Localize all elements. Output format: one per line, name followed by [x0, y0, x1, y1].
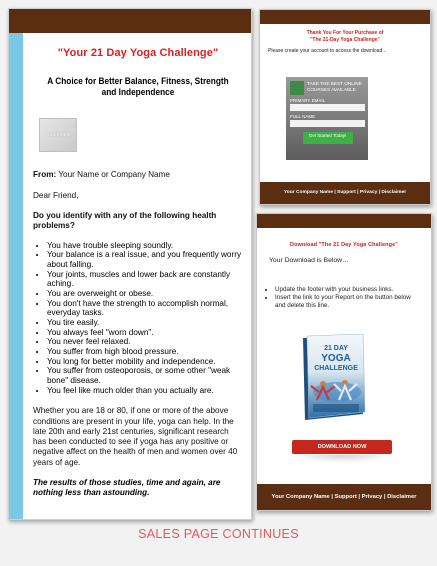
thankyou-footer: Your Company Name | Support | Privacy | Disclaimer — [260, 182, 430, 204]
name-label: FULL NAME — [290, 114, 316, 119]
download-button-shadow — [292, 455, 392, 463]
download-page-preview — [256, 213, 432, 511]
thankyou-note: Please create your account to access the download... — [268, 48, 387, 54]
list-item: • You long for better mobility and independence. — [47, 357, 243, 367]
from-line — [33, 170, 243, 180]
download-now-button[interactable]: DOWNLOAD NOW — [292, 440, 392, 454]
list-item: • Insert the link to your Report on the button below and delete this line. — [275, 294, 421, 310]
from-value: Your Name or Company Name — [58, 169, 170, 179]
problem-list — [33, 241, 243, 396]
list-item: • You suffer from high blood pressure. — [47, 347, 243, 357]
download-below-text: Your Download is Below… — [269, 257, 349, 264]
list-item: • You are overweight or obese. — [47, 289, 243, 299]
from-label: From: — [33, 169, 57, 179]
sales-content — [9, 33, 251, 519]
get-started-button[interactable]: Get Started Today! — [303, 132, 353, 144]
cover-title-line2: YOGA — [321, 353, 351, 364]
image-placeholder — [39, 118, 77, 152]
download-header-bar — [257, 214, 431, 228]
thankyou-heading-line2: "The 21-Day Yoga Challenge" — [310, 36, 380, 43]
course-thumbnail — [290, 81, 304, 95]
list-item: • You have trouble sleeping soundly. — [47, 241, 243, 251]
email-label: PRIMARY EMAIL — [290, 98, 326, 103]
list-item: • You always feel "worn down". — [47, 328, 243, 338]
sales-subtitle: A Choice for Better Balance, Fitness, Strength and Independence — [47, 76, 229, 97]
cover-title-line3: CHALLENGE — [314, 365, 358, 372]
thankyou-header-bar — [260, 10, 430, 24]
thankyou-page-preview — [259, 9, 431, 205]
sales-header-bar — [9, 9, 251, 33]
question-heading: Do you identify with any of the following health problems? — [33, 211, 217, 231]
thankyou-heading — [260, 30, 430, 43]
list-item: • You suffer from osteoporosis, or some other "weak bone" disease. — [47, 366, 243, 385]
download-footer: Your Company Name | Support | Privacy | Disclaimer — [257, 484, 431, 510]
cover-title-line1: 21 DAY — [324, 345, 348, 352]
email-field[interactable] — [290, 104, 365, 111]
download-heading: Download "The 21 Day Yoga Challenge" — [290, 242, 398, 248]
list-item: • You don't have the strength to accomplish normal, everyday tasks. — [47, 299, 243, 318]
greeting: Dear Friend, — [33, 190, 79, 200]
list-item: • Your joints, muscles and lower back are constantly aching. — [47, 270, 243, 289]
list-item: • You tire easily. — [47, 318, 243, 328]
thankyou-heading-line1: Thank You For Your Purchase of — [306, 30, 384, 36]
sales-page-preview — [8, 8, 252, 520]
sales-page-continues-label: SALES PAGE CONTINUES — [138, 527, 299, 541]
ebook-cover-image — [297, 334, 373, 424]
list-item: • Your balance is a real issue, and you frequently worry about falling. — [47, 250, 243, 269]
italic-paragraph: The results of those studies, time and again, are nothing less than astounding. — [33, 477, 221, 498]
list-item: • You feel like much older than you actually are. — [47, 386, 243, 396]
name-field[interactable] — [290, 120, 365, 127]
body-paragraph: Whether you are 18 or 80, if one or more of the above conditions are present in your life, yoga can help. In the late 20th and early 21st centuries, significant research has been conducted to see if yoga has any positive or negative affect on the health of men and women over 40 years of age. — [33, 406, 238, 467]
list-item: • Update the footer with your business links. — [275, 286, 421, 294]
sales-title: "Your 21 Day Yoga Challenge" — [57, 47, 219, 59]
list-item: • You never feel relaxed. — [47, 337, 243, 347]
image-placeholder-label: Your Image — [45, 131, 71, 138]
offer-text: TAKE THE BEST ONLINE COURSES AVAILABLE — [307, 81, 362, 92]
download-instructions — [275, 286, 421, 310]
offer-row — [290, 81, 365, 95]
signup-form — [286, 77, 368, 160]
